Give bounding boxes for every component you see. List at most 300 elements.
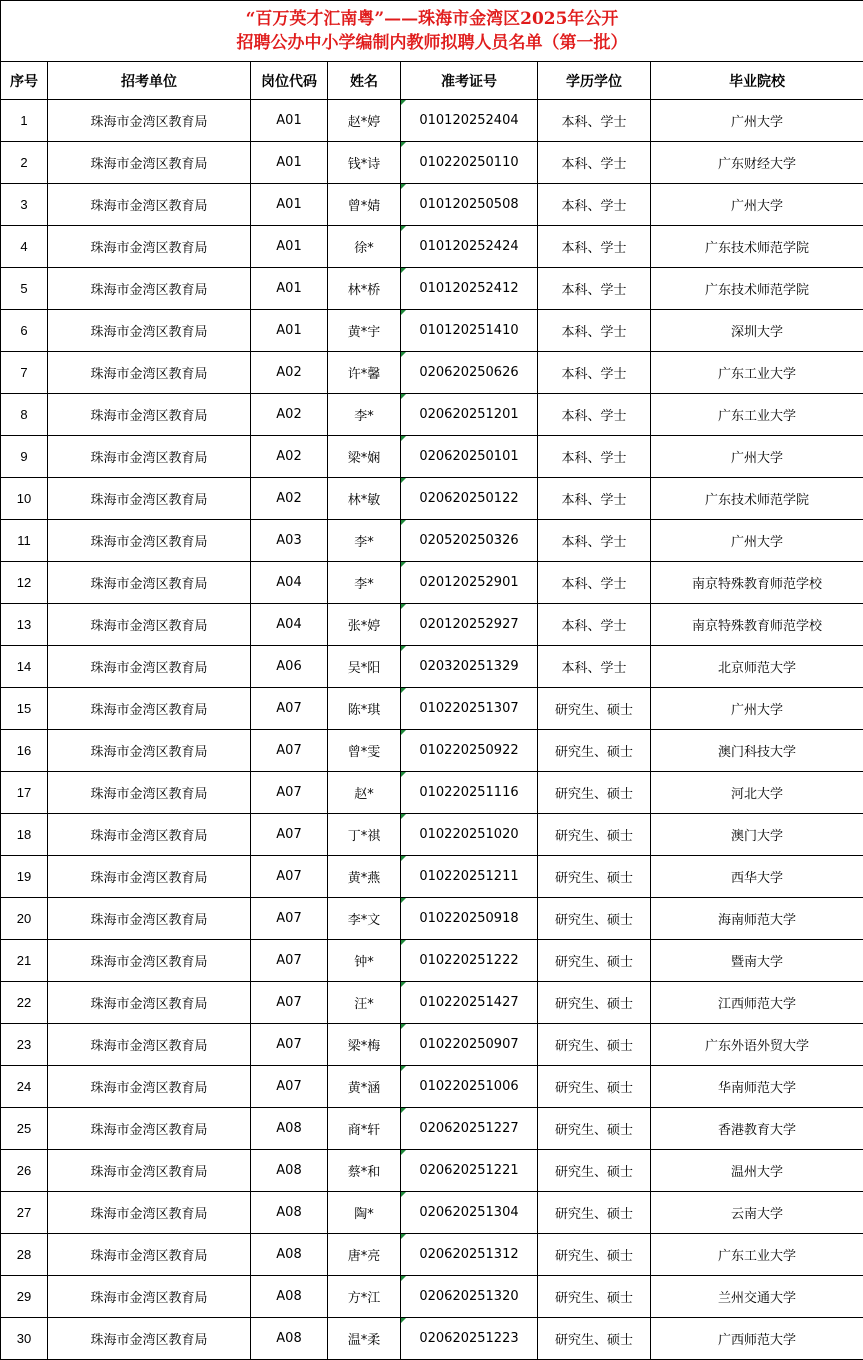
cell-exam-id-text: 020520250326 (419, 533, 518, 548)
cell-name-text: 黄*涵 (348, 1081, 381, 1096)
cell-school-text: 广东工业大学 (718, 367, 796, 382)
cell-name (328, 520, 401, 562)
cell-school-text: 澳门大学 (731, 829, 783, 844)
cell-post-code (251, 562, 328, 604)
cell-exam-id-text: 020620251312 (419, 1247, 518, 1262)
cell-exam-id-text: 020620251227 (419, 1121, 518, 1136)
cell-post-code-text: A07 (276, 1079, 301, 1094)
text-number-flag-icon (401, 1318, 406, 1323)
table-row (1, 394, 863, 436)
cell-degree (538, 940, 651, 982)
cell-school-text: 广东外语外贸大学 (705, 1039, 809, 1054)
text-number-flag-icon (401, 562, 406, 567)
cell-no-text: 26 (17, 1163, 31, 1178)
cell-exam-id (401, 436, 538, 478)
cell-exam-id (401, 856, 538, 898)
cell-name-text: 钱*诗 (348, 157, 381, 172)
cell-name (328, 100, 401, 142)
cell-name-text: 赵* (354, 787, 374, 802)
cell-no (1, 1108, 48, 1150)
cell-school-text: 广西师范大学 (718, 1333, 796, 1348)
cell-unit (48, 856, 251, 898)
cell-degree (538, 268, 651, 310)
table-row (1, 1150, 863, 1192)
cell-school (651, 730, 863, 772)
cell-no (1, 142, 48, 184)
cell-no-text: 6 (20, 323, 27, 338)
cell-name (328, 142, 401, 184)
cell-name (328, 226, 401, 268)
cell-exam-id-text: 010120250508 (419, 197, 518, 212)
cell-degree (538, 1066, 651, 1108)
cell-exam-id-text: 010220251427 (419, 995, 518, 1010)
cell-post-code (251, 730, 328, 772)
cell-exam-id-text: 020620250626 (419, 365, 518, 380)
cell-school (651, 1276, 863, 1318)
cell-name (328, 1066, 401, 1108)
cell-post-code-text: A07 (276, 869, 301, 884)
cell-name (328, 1276, 401, 1318)
cell-exam-id-text: 020620251304 (419, 1205, 518, 1220)
cell-no-text: 12 (17, 575, 31, 590)
table-row (1, 352, 863, 394)
cell-no-text: 7 (20, 365, 27, 380)
cell-no (1, 1066, 48, 1108)
cell-exam-id-text: 010220251020 (419, 827, 518, 842)
cell-post-code-text: A01 (276, 323, 301, 338)
cell-name-text: 曾*雯 (348, 745, 381, 760)
cell-unit-text: 珠海市金湾区教育局 (90, 1039, 207, 1054)
cell-no (1, 562, 48, 604)
cell-exam-id-text: 010120252412 (419, 281, 518, 296)
cell-unit (48, 478, 251, 520)
cell-degree (538, 688, 651, 730)
cell-degree-text: 本科、学士 (561, 199, 626, 214)
cell-exam-id (401, 1150, 538, 1192)
cell-name (328, 478, 401, 520)
table-row (1, 604, 863, 646)
cell-post-code (251, 436, 328, 478)
cell-no (1, 1318, 48, 1360)
text-number-flag-icon (401, 688, 406, 693)
cell-unit-text: 珠海市金湾区教育局 (90, 913, 207, 928)
cell-degree (538, 1024, 651, 1066)
cell-no (1, 1276, 48, 1318)
cell-degree-text: 本科、学士 (561, 493, 626, 508)
cell-school (651, 352, 863, 394)
cell-post-code (251, 646, 328, 688)
cell-exam-id (401, 352, 538, 394)
table-row (1, 1024, 863, 1066)
cell-unit-text: 珠海市金湾区教育局 (90, 1291, 207, 1306)
cell-unit (48, 310, 251, 352)
cell-name-text: 钟* (354, 955, 374, 970)
table-row (1, 184, 863, 226)
cell-school-text: 广州大学 (731, 703, 783, 718)
cell-exam-id (401, 898, 538, 940)
cell-post-code-text: A08 (276, 1121, 301, 1136)
cell-school-text: 广州大学 (731, 451, 783, 466)
text-number-flag-icon (401, 1234, 406, 1239)
text-number-flag-icon (401, 436, 406, 441)
cell-exam-id (401, 646, 538, 688)
cell-degree-text: 研究生、硕士 (555, 745, 633, 760)
title-line-1: “百万英才汇南粤”——珠海市金湾区2025年公开 (1, 7, 863, 31)
cell-post-code (251, 814, 328, 856)
cell-unit (48, 142, 251, 184)
cell-unit-text: 珠海市金湾区教育局 (90, 199, 207, 214)
cell-school (651, 1192, 863, 1234)
cell-no (1, 982, 48, 1024)
cell-post-code-text: A04 (276, 575, 301, 590)
cell-school-text: 暨南大学 (731, 955, 783, 970)
cell-degree (538, 856, 651, 898)
cell-no (1, 814, 48, 856)
cell-school (651, 520, 863, 562)
text-number-flag-icon (401, 940, 406, 945)
cell-degree (538, 898, 651, 940)
cell-post-code-text: A08 (276, 1205, 301, 1220)
cell-school (651, 310, 863, 352)
cell-school (651, 268, 863, 310)
cell-degree-text: 本科、学士 (561, 325, 626, 340)
cell-exam-id-text: 010120252404 (419, 113, 518, 128)
cell-no (1, 1192, 48, 1234)
cell-degree (538, 1276, 651, 1318)
cell-no-text: 9 (20, 449, 27, 464)
cell-unit (48, 184, 251, 226)
cell-degree (538, 436, 651, 478)
text-number-flag-icon (401, 1066, 406, 1071)
header-name: 姓名 (328, 62, 401, 100)
cell-no-text: 23 (17, 1037, 31, 1052)
cell-school-text: 海南师范大学 (718, 913, 796, 928)
cell-degree (538, 478, 651, 520)
cell-degree-text: 研究生、硕士 (555, 787, 633, 802)
cell-unit-text: 珠海市金湾区教育局 (90, 703, 207, 718)
cell-degree (538, 982, 651, 1024)
cell-exam-id (401, 268, 538, 310)
cell-school-text: 广东工业大学 (718, 409, 796, 424)
cell-unit-text: 珠海市金湾区教育局 (90, 1207, 207, 1222)
cell-exam-id-text: 010220250922 (419, 743, 518, 758)
cell-school-text: 南京特殊教育师范学校 (692, 619, 822, 634)
cell-name (328, 982, 401, 1024)
cell-exam-id (401, 814, 538, 856)
cell-degree-text: 研究生、硕士 (555, 1123, 633, 1138)
table-row (1, 310, 863, 352)
cell-unit (48, 814, 251, 856)
table-row (1, 940, 863, 982)
cell-post-code (251, 520, 328, 562)
cell-exam-id (401, 142, 538, 184)
cell-exam-id (401, 1192, 538, 1234)
cell-school (651, 436, 863, 478)
cell-degree-text: 研究生、硕士 (555, 1207, 633, 1222)
cell-name (328, 856, 401, 898)
cell-degree-text: 本科、学士 (561, 535, 626, 550)
cell-school (651, 394, 863, 436)
cell-name-text: 徐* (354, 241, 374, 256)
cell-degree (538, 730, 651, 772)
cell-school (651, 814, 863, 856)
header-school: 毕业院校 (651, 62, 863, 100)
cell-name (328, 688, 401, 730)
cell-school-text: 兰州交通大学 (718, 1291, 796, 1306)
cell-name (328, 310, 401, 352)
table-row (1, 1318, 863, 1360)
cell-degree-text: 本科、学士 (561, 157, 626, 172)
text-number-flag-icon (401, 772, 406, 777)
cell-school-text: 广州大学 (731, 199, 783, 214)
cell-post-code-text: A07 (276, 995, 301, 1010)
cell-school-text: 广东技术师范学院 (705, 493, 809, 508)
table-row (1, 856, 863, 898)
cell-no-text: 3 (20, 197, 27, 212)
cell-unit-text: 珠海市金湾区教育局 (90, 1333, 207, 1348)
cell-name-text: 黄*燕 (348, 871, 381, 886)
header-row (1, 62, 863, 100)
cell-degree (538, 604, 651, 646)
cell-post-code (251, 940, 328, 982)
cell-school (651, 604, 863, 646)
cell-post-code-text: A08 (276, 1163, 301, 1178)
cell-degree (538, 310, 651, 352)
cell-unit (48, 520, 251, 562)
cell-exam-id-text: 010220251307 (419, 701, 518, 716)
cell-school (651, 100, 863, 142)
cell-no-text: 1 (20, 113, 27, 128)
cell-exam-id-text: 020120252927 (419, 617, 518, 632)
cell-unit (48, 1066, 251, 1108)
cell-name (328, 562, 401, 604)
text-number-flag-icon (401, 1024, 406, 1029)
cell-unit (48, 1234, 251, 1276)
cell-exam-id-text: 010220250918 (419, 911, 518, 926)
cell-school-text: 香港教育大学 (718, 1123, 796, 1138)
text-number-flag-icon (401, 100, 406, 105)
cell-unit-text: 珠海市金湾区教育局 (90, 241, 207, 256)
cell-degree-text: 本科、学士 (561, 619, 626, 634)
cell-post-code (251, 394, 328, 436)
table-row (1, 478, 863, 520)
cell-post-code-text: A03 (276, 533, 301, 548)
text-number-flag-icon (401, 1192, 406, 1197)
cell-exam-id-text: 010220251211 (419, 869, 518, 884)
cell-degree-text: 研究生、硕士 (555, 1165, 633, 1180)
cell-school (651, 142, 863, 184)
cell-name-text: 李* (354, 535, 374, 550)
cell-unit (48, 1150, 251, 1192)
cell-unit-text: 珠海市金湾区教育局 (90, 829, 207, 844)
cell-name-text: 吴*阳 (348, 661, 381, 676)
cell-unit (48, 562, 251, 604)
cell-exam-id-text: 020620251201 (419, 407, 518, 422)
cell-no-text: 20 (17, 911, 31, 926)
cell-no (1, 352, 48, 394)
cell-degree (538, 1318, 651, 1360)
cell-no (1, 520, 48, 562)
cell-no (1, 604, 48, 646)
cell-post-code-text: A08 (276, 1247, 301, 1262)
cell-unit (48, 1318, 251, 1360)
cell-unit (48, 1108, 251, 1150)
cell-post-code-text: A01 (276, 239, 301, 254)
cell-degree-text: 本科、学士 (561, 367, 626, 382)
cell-school (651, 1234, 863, 1276)
cell-name (328, 772, 401, 814)
cell-name-text: 李* (354, 577, 374, 592)
cell-school (651, 772, 863, 814)
cell-unit-text: 珠海市金湾区教育局 (90, 451, 207, 466)
cell-post-code (251, 1276, 328, 1318)
cell-degree (538, 352, 651, 394)
cell-exam-id-text: 010220250907 (419, 1037, 518, 1052)
cell-unit-text: 珠海市金湾区教育局 (90, 157, 207, 172)
cell-post-code-text: A02 (276, 407, 301, 422)
cell-degree (538, 1234, 651, 1276)
cell-school-text: 澳门科技大学 (718, 745, 796, 760)
cell-name-text: 陶* (354, 1207, 374, 1222)
cell-exam-id (401, 1108, 538, 1150)
text-number-flag-icon (401, 814, 406, 819)
cell-post-code-text: A04 (276, 617, 301, 632)
cell-no-text: 29 (17, 1289, 31, 1304)
cell-unit-text: 珠海市金湾区教育局 (90, 997, 207, 1012)
cell-name-text: 梁*娴 (348, 451, 381, 466)
cell-post-code-text: A02 (276, 491, 301, 506)
cell-exam-id (401, 184, 538, 226)
header-exam-id: 准考证号 (401, 62, 538, 100)
cell-post-code-text: A02 (276, 365, 301, 380)
cell-post-code (251, 1234, 328, 1276)
cell-no-text: 27 (17, 1205, 31, 1220)
cell-post-code-text: A07 (276, 1037, 301, 1052)
cell-unit (48, 226, 251, 268)
cell-school-text: 广东工业大学 (718, 1249, 796, 1264)
cell-no-text: 8 (20, 407, 27, 422)
cell-no (1, 478, 48, 520)
cell-exam-id (401, 982, 538, 1024)
cell-exam-id-text: 010120251410 (419, 323, 518, 338)
cell-no-text: 4 (20, 239, 27, 254)
cell-unit (48, 1192, 251, 1234)
cell-no-text: 21 (17, 953, 31, 968)
cell-unit (48, 1276, 251, 1318)
cell-no-text: 17 (17, 785, 31, 800)
table-row (1, 268, 863, 310)
text-number-flag-icon (401, 520, 406, 525)
cell-post-code (251, 478, 328, 520)
cell-degree (538, 1150, 651, 1192)
table-row (1, 730, 863, 772)
table-row (1, 772, 863, 814)
table-row (1, 898, 863, 940)
cell-exam-id-text: 010220251222 (419, 953, 518, 968)
cell-school-text: 广东技术师范学院 (705, 283, 809, 298)
title-line-2: 招聘公办中小学编制内教师拟聘人员名单（第一批） (1, 31, 863, 55)
cell-degree-text: 研究生、硕士 (555, 1039, 633, 1054)
cell-unit (48, 1024, 251, 1066)
cell-exam-id (401, 1318, 538, 1360)
cell-school-text: 广东技术师范学院 (705, 241, 809, 256)
cell-unit-text: 珠海市金湾区教育局 (90, 535, 207, 550)
cell-no-text: 10 (17, 491, 31, 506)
cell-school-text: 温州大学 (731, 1165, 783, 1180)
cell-name (328, 1192, 401, 1234)
cell-exam-id (401, 478, 538, 520)
cell-post-code-text: A06 (276, 659, 301, 674)
cell-no-text: 19 (17, 869, 31, 884)
text-number-flag-icon (401, 394, 406, 399)
cell-school (651, 1024, 863, 1066)
cell-school (651, 1318, 863, 1360)
cell-unit-text: 珠海市金湾区教育局 (90, 619, 207, 634)
cell-school (651, 226, 863, 268)
table-row (1, 982, 863, 1024)
cell-name-text: 唐*亮 (348, 1249, 381, 1264)
cell-unit (48, 688, 251, 730)
cell-name-text: 方*江 (348, 1291, 381, 1306)
text-number-flag-icon (401, 1150, 406, 1155)
table-row (1, 1108, 863, 1150)
cell-no-text: 22 (17, 995, 31, 1010)
cell-degree-text: 本科、学士 (561, 115, 626, 130)
header-post-code: 岗位代码 (251, 62, 328, 100)
cell-post-code-text: A01 (276, 281, 301, 296)
text-number-flag-icon (401, 310, 406, 315)
cell-no-text: 14 (17, 659, 31, 674)
table-row (1, 1192, 863, 1234)
cell-no (1, 310, 48, 352)
header-degree: 学历学位 (538, 62, 651, 100)
cell-name-text: 许*馨 (348, 367, 381, 382)
cell-no (1, 940, 48, 982)
cell-school-text: 河北大学 (731, 787, 783, 802)
cell-name (328, 394, 401, 436)
cell-no (1, 898, 48, 940)
cell-degree-text: 研究生、硕士 (555, 1249, 633, 1264)
cell-unit-text: 珠海市金湾区教育局 (90, 745, 207, 760)
cell-exam-id (401, 394, 538, 436)
cell-no-text: 15 (17, 701, 31, 716)
cell-name (328, 814, 401, 856)
cell-unit-text: 珠海市金湾区教育局 (90, 283, 207, 298)
cell-exam-id (401, 310, 538, 352)
text-number-flag-icon (401, 1108, 406, 1113)
cell-no (1, 772, 48, 814)
cell-exam-id-text: 020620251320 (419, 1289, 518, 1304)
cell-name (328, 352, 401, 394)
cell-degree-text: 研究生、硕士 (555, 1291, 633, 1306)
cell-unit-text: 珠海市金湾区教育局 (90, 367, 207, 382)
cell-degree-text: 研究生、硕士 (555, 955, 633, 970)
text-number-flag-icon (401, 478, 406, 483)
table-row (1, 646, 863, 688)
cell-exam-id-text: 010120252424 (419, 239, 518, 254)
table-row (1, 814, 863, 856)
page-title (1, 1, 863, 62)
cell-name-text: 张*婷 (348, 619, 381, 634)
table-row (1, 520, 863, 562)
cell-name (328, 1150, 401, 1192)
cell-exam-id-text: 020620250101 (419, 449, 518, 464)
cell-no (1, 688, 48, 730)
cell-exam-id-text: 020620250122 (419, 491, 518, 506)
cell-unit-text: 珠海市金湾区教育局 (90, 325, 207, 340)
text-number-flag-icon (401, 730, 406, 735)
cell-exam-id-text: 020120252901 (419, 575, 518, 590)
